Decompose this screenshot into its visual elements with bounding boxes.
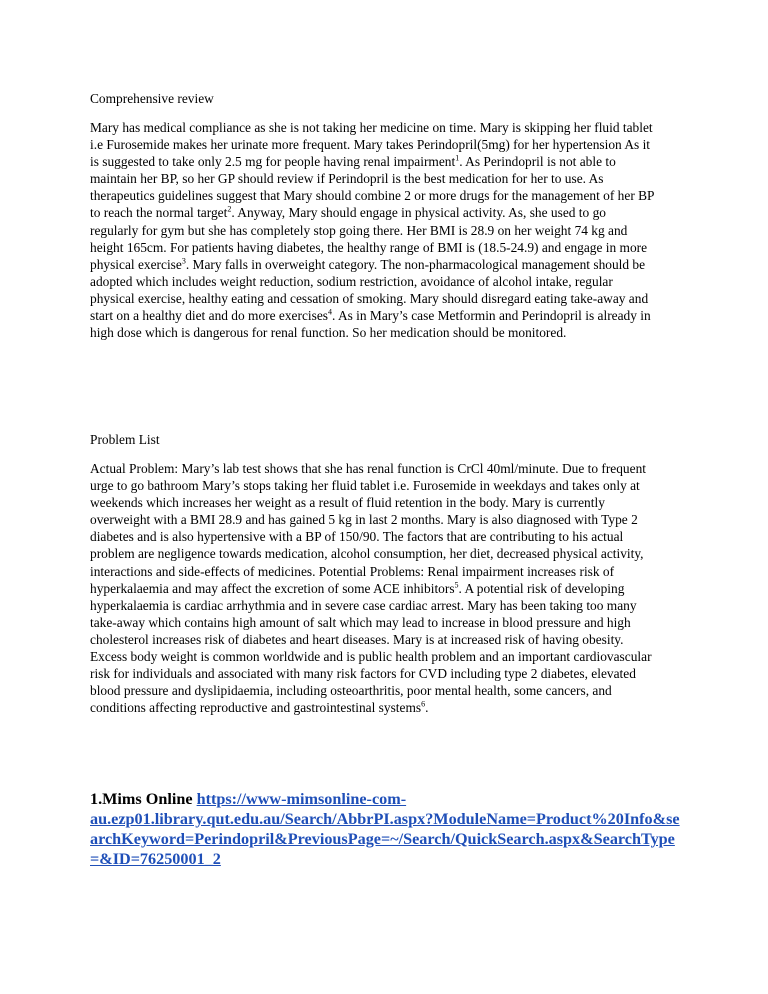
problem-line: cholesterol increases risk of diabetes and heart diseases. Mary is at increased risk of having obesity. [90, 631, 624, 647]
review-line: physical exercise$^3$. Mary falls in overweight category. The non-pharmacological management should be [90, 256, 646, 272]
citation-superscript: 2 [227, 205, 232, 214]
citation-superscript: 1 [455, 153, 460, 163]
problem-line: hyperkalaemia is cardiac arrhythmia and in severe case cardiac arrest. Mary has been taking too many [90, 597, 637, 613]
review-line: is suggested to take only 2.5 mg for people having renal impairment$^1$. As Perindopril is not able to [90, 153, 616, 170]
reference-label: 1.Mims Online [90, 790, 197, 808]
problem-list-heading: Problem List [90, 432, 160, 447]
problem-line: problem are negligence towards medication, alcohol consumption, her diet, decreased physical activity, [90, 546, 644, 562]
problem-line: risk for individuals and associated with many risk factors for CVD including type 2 diabetes, elevated [90, 666, 636, 682]
citation-superscript: 5 [454, 580, 459, 590]
review-line: height 165cm. For patients having diabetes, the healthy range of BMI is (18.5-24.9) and engage in more [90, 239, 648, 255]
review-line: i.e Furosemide makes her urinate more frequent. Mary takes Perindopril(5mg) for her hypertension As it [90, 137, 651, 153]
problem-line: diabetes and is also hypertensive with a BP of 150/90. The factors that are contributing to his actual [90, 529, 624, 545]
review-heading: Comprehensive review [90, 91, 214, 106]
review-paragraph [90, 119, 678, 341]
problem-line: hyperkalaemia and may affect the excretion of some ACE inhibitors$^5$. A potential risk of developing [90, 580, 625, 596]
review-line: start on a healthy diet and do more exercises$^4$. As in Mary’s case Metformin and Perindopril is already in [90, 307, 651, 324]
review-line: physical exercise, healthy eating and cessation of smoking. Mary should disregard eating take-away and [90, 290, 649, 306]
citation-superscript: 6 [421, 699, 426, 709]
problem-line: blood pressure and dyslipidaemia, including osteoarthritis, poor mental health, some cancers, and [90, 683, 612, 699]
review-line: therapeutics guidelines suggest that Mary should combine 2 or more drugs for the management of her BP [90, 188, 655, 204]
citation-superscript: 3 [181, 256, 186, 266]
review-line: Mary has medical compliance as she is not taking her medicine on time. Mary is skipping her fluid tablet [90, 120, 653, 135]
problem-line: conditions affecting reproductive and gastrointestinal systems$^6$. [90, 699, 429, 716]
review-line: regularly for gym but she has completely stop going there. Her BMI is 28.9 on her weight 74 kg and [90, 222, 628, 238]
problem-line: urge to go bathroom Mary’s stops taking her fluid tablet i.e. Furosemide in weekdays and takes only at [90, 478, 640, 494]
problem-line: weekends which increases her weight as a result of fluid retention in the body. Mary is currently [90, 495, 605, 511]
problem-list-paragraph [90, 460, 678, 716]
review-line: adopted which includes weight reduction, sodium restriction, avoidance of alcohol intake, regular [90, 273, 613, 289]
problem-line: overweight with a BMI 28.9 and has gained 5 kg in last 2 months. Mary is also diagnosed with Type 2 [90, 512, 638, 528]
reference-entry [90, 789, 690, 869]
citation-superscript: 4 [327, 307, 332, 317]
problem-line: Excess body weight is common worldwide and is public health problem and an important cardiovascular [90, 649, 652, 665]
problem-line: interactions and side-effects of medicines. Potential Problems: Renal impairment increases risk of [90, 563, 615, 579]
problem-line: Actual Problem: Mary’s lab test shows that she has renal function is CrCl 40ml/minute. Due to frequent [90, 461, 646, 476]
review-line: high dose which is dangerous for renal function. So her medication should be monitored. [90, 325, 567, 341]
reference-link[interactable]: https://www-mimsonline-com- au.ezp01.library.qut.edu.au/Search/AbbrPI.aspx?ModuleName=Product%20Info&se archKeyword=Perindopril&PreviousPage=~/Search/QuickSearch.aspx&SearchType =&ID=76250001_2 [90, 790, 680, 868]
review-line: maintain her BP, so her GP should review if Perindopril is the best medication for her to use. As [90, 171, 604, 187]
review-line: to reach the normal target$^2$. Anyway, Mary should engage in physical activity. As, she used to go [90, 205, 606, 221]
problem-line: take-away which contains high amount of salt which may lead to increase in blood pressure and high [90, 614, 631, 630]
